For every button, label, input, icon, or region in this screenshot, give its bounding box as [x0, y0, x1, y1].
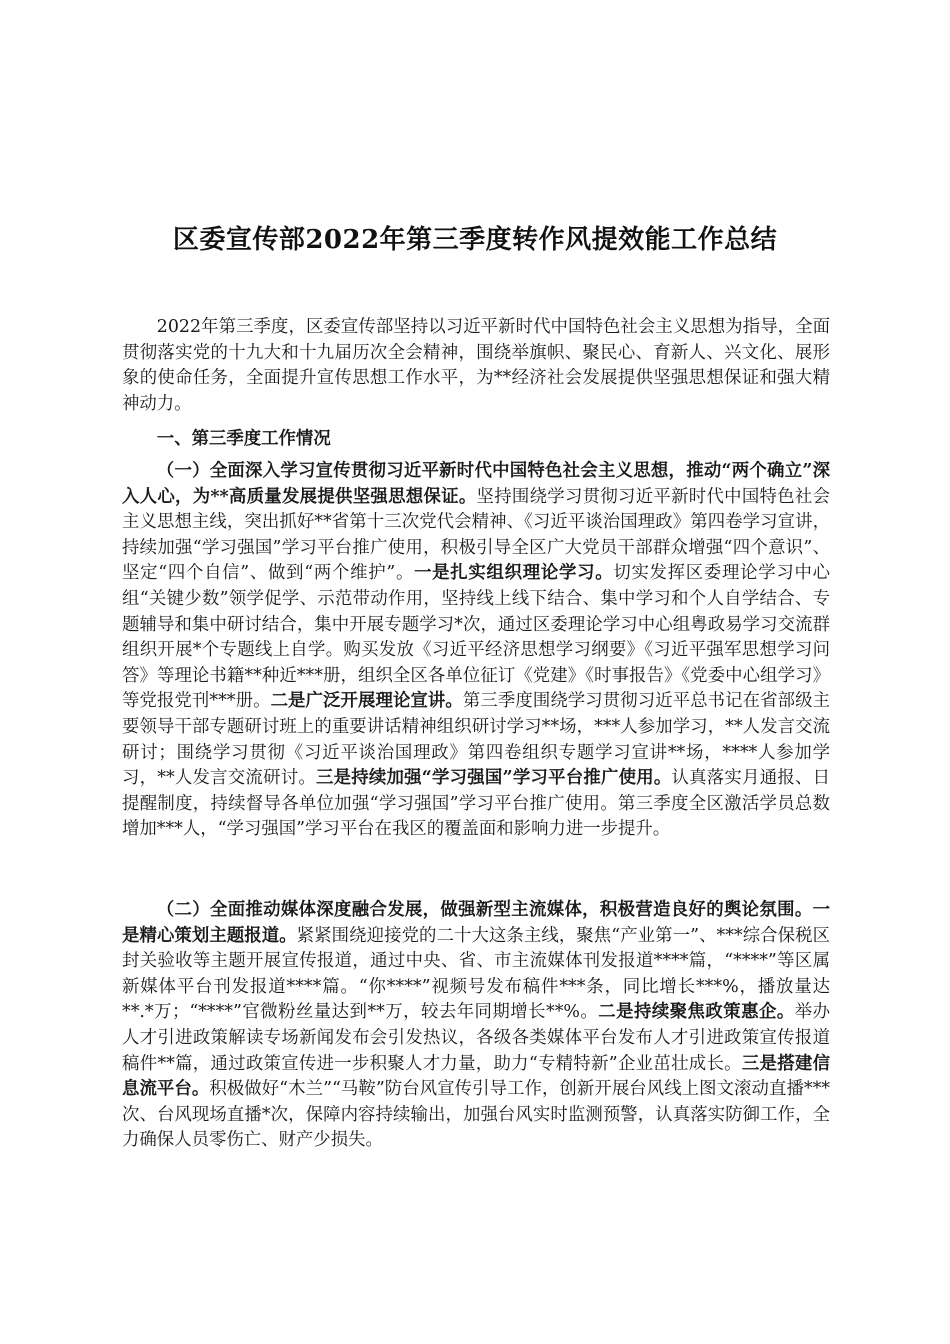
section-2-point-2: 二是持续聚焦政策惠企。 [598, 1002, 795, 1023]
document-title: 区委宣传部2022年第三季度转作风提效能工作总结 [172, 225, 778, 255]
section-2-lead: （二）全面推动媒体深度融合发展，做强新型主流媒体，积极营造良好的舆论氛围。 [156, 900, 813, 920]
section-2-text-1: 紧紧围绕迎接党的二十大这条主线，聚焦“产业第一”、***综合保税区封关验收等主题开展宣传报道，通过中央、省、市主流媒体刊发报道****篇，“****”等区属新媒体平台刊发报道****篇。“你****”视频号发布稿件***条，同比增长***%，播放量达**.*万；“****”官微粉丝量达到**万，较去年同期增长**%。 [122, 925, 830, 1023]
section-2-point-3: 三是搭建信息流平台。 [122, 1053, 830, 1100]
section-2-point-1: 一是精心策划主题报道。 [122, 900, 830, 946]
intro-paragraph: 2022年第三季度，区委宣传部坚持以习近平新时代中国特色社会主义思想为指导，全面贯彻落实党的十九大和十九届历次全会精神，围绕举旗帜、聚民心、育新人、兴文化、展形象的使命任务，全面提升宣传思想工作水平，为**经济社会发展提供坚强思想保证和强大精神动力。 [122, 317, 830, 414]
section-1-text-4: 认真落实月通报、日提醒制度，持续督导各单位加强“学习强国”学习平台推广使用。第三季度全区激活学员总数增加***人，“学习强国”学习平台在我区的覆盖面和影响力进一步提升。 [122, 768, 830, 840]
section-1-point-3: 三是持续加强“学习强国”学习平台推广使用。 [315, 768, 672, 789]
section-1-lead: （一）全面深入学习宣传贯彻习近平新时代中国特色社会主义思想，推动“两个确立”深入人心，为**高质量发展提供坚强思想保证。 [122, 461, 830, 507]
section-1-paragraph [122, 459, 830, 843]
section-2-paragraph [122, 898, 830, 1154]
section-1-point-1: 一是扎实组织理论学习。 [414, 563, 614, 584]
section-1-point-2: 二是广泛开展理论宣讲。 [270, 691, 463, 712]
section-1-text-3: 第三季度围绕学习贯彻习近平总书记在省部级主要领导干部专题研讨班上的重要讲话精神组织研讨学习**场，***人参加学习，**人发言交流研讨；围绕学习贯彻《习近平谈治国理政》第四卷组织专题学习宣讲**场，****人参加学习，**人发言交流研讨。 [122, 691, 830, 789]
section-2-text-2: 举办人才引进政策解读专场新闻发布会引发热议，各级各类媒体平台发布人才引进政策宣传报道稿件**篇，通过政策宣传进一步积聚人才力量，助力“专精特新”企业茁壮成长。 [122, 1002, 830, 1074]
section-2-text-3: 积极做好“木兰”“马鞍”防台风宣传引导工作，创新开展台风线上图文滚动直播***次、台风现场直播*次，保障内容持续输出，加强台风实时监测预警，认真落实防御工作，全力确保人员零伤亡、财产少损失。 [122, 1079, 830, 1151]
section-1-text-2: 切实发挥区委理论学习中心组“关键少数”领学促学、示范带动作用，坚持线上线下结合、集中学习和个人自学结合、专题辅导和集中研讨结合，集中开展专题学习*次，通过区委理论学习中心组粤政易学习交流群组织开展*个专题线上自学。购买发放《习近平经济思想学习纲要》《习近平强军思想学习问答》等理论书籍**种近***册，组织全区各单位征订《党建》《时事报告》《党委中心组学习》等党报党刊***册。 [122, 563, 830, 712]
section-1-text-1: 坚持围绕学习贯彻习近平新时代中国特色社会主义思想主线，突出抓好**省第十三次党代会精神、《习近平谈治国理政》第四卷学习宣讲，持续加强“学习强国”学习平台推广使用，积极引导全区广大党员干部群众增强“四个意识”、坚定“四个自信”、做到“两个维护”。 [122, 486, 830, 584]
section-heading-1: 一、第三季度工作情况 [156, 429, 331, 449]
